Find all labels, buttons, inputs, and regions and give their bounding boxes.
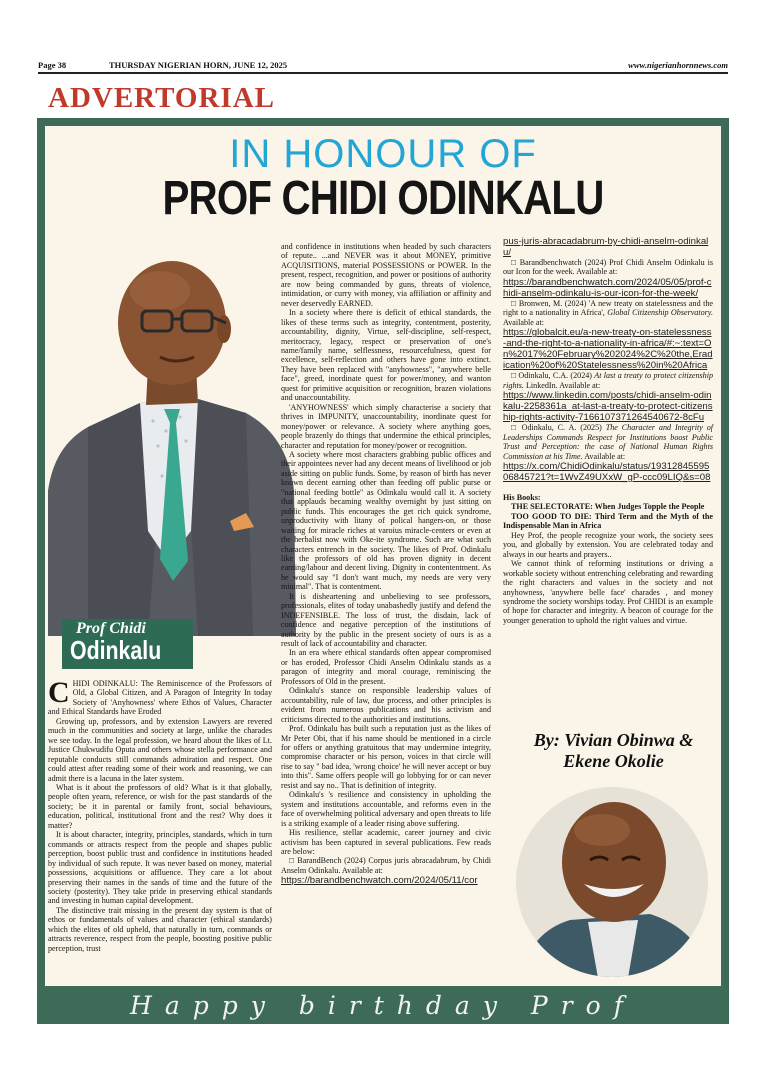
advert-panel — [45, 126, 721, 986]
reference-item: □ BarandBench (2024) Corpus juris abracadabrum, by Chidi Anselm Odinkalu. Available at: — [281, 856, 491, 875]
paragraph: What is it about the professors of old? What is it that globally, people often yearn, reference, or wish for the past standards of the society; be it in parental or family front, social behaviours, education, political, institutional front and the rest? Why does it matter? — [48, 782, 272, 830]
article-column-1 — [48, 676, 272, 953]
reference-available: LinkedIn. Available at: — [525, 380, 601, 390]
reference-text: □ Odinkalu, C. A. (2025) — [511, 423, 602, 433]
books-heading: His Books: — [503, 492, 541, 502]
byline-line-2: Ekene Okolie — [563, 751, 664, 771]
paragraph: His resilience, stellar academic, career journey and civic activism has been captured in several publications. Few reads are below: — [281, 828, 491, 856]
caption-name: Odinkalu — [70, 635, 162, 665]
paragraph: It is disheartening and unbelieving to see professors, professionals, elites of today unabashedly justify and defend the INDEFENSIBLE. The loss of trust, the disdain, lack of confidence and negative perception of the institutions of authority by the public in the present society of ours is as a result of lack of accountability and character. — [281, 591, 491, 649]
reference-title: The Character and Integrity of Leaderships Commands Respect for Institutions boost Public Trust and Perception: the case of National Human Rights Commission at his Time. — [503, 423, 713, 461]
page-number: Page 38 — [38, 60, 67, 70]
drop-cap: C — [48, 676, 70, 709]
header-rule — [38, 72, 728, 74]
reference-item: □ Barandbenchwatch (2024) Prof Chidi Anselm Odinkalu is our Icon for the week. Available at: — [503, 258, 713, 277]
reference-item — [503, 371, 713, 390]
footer-banner — [37, 986, 729, 1024]
caption-title: Prof Chidi — [76, 620, 146, 637]
paragraph: Odinkalu's 's resilience and consistency in upholding the system and institutions accountable, and reforms even in the face of overwhelming political adversary and open threats to life is a striking example of a leader rising above suffering. — [281, 790, 491, 828]
reference-link[interactable]: pus-juris-abracadabrum-by-chidi-anselm-odinkalu/ — [503, 236, 709, 258]
paragraph: In a society where there is deficit of ethical standards, the likes of these terms such as integrity, contentment, posterity, accountability, dignity, Virtue, self-discipline, self-respect, meritocracy, legacy, respect or preservation of one's name/family name, selflessness, resourcefulness, quest for excellence, self-reflection and others have gone into extinct. They have been replaced with "anyhowness", "anywhere belle face", greed, inordinate quest for power/money, and wanton quest for primitive acquisition or recognition, brazen violations and unaccountability. — [281, 308, 491, 403]
paragraph: It is about character, integrity, principles, standards, which in turn commands or attracts respect from the people and shapes public perception, boost public trust and confidence in institutions headed by individual of such repute. It was never based on money, material possessions, acquisitions or affluence. They care a lot about preserving their names in the sands of time and the future of the society (posterity). They take pride in preserving ethical standards and investing in human capital development. — [48, 830, 272, 906]
intro-text: HIDI ODINKALU: The Reminiscence of the Professors of Old, a Global Citizen, and A Paragon of Integrity In today Society of 'Anyhowness' where Ethos of Values, Character and Ethical Standards have Eroded — [48, 679, 272, 717]
reference-link[interactable]: https://barandbenchwatch.com/2024/05/11/cor — [281, 875, 478, 887]
reference-available: Available at: — [503, 317, 544, 327]
paragraph: A society where most characters grabbing public offices and their appointees never had any decent means of livelihood or job aside sitting on public funds. Some, by reason of birth has never known decent earning other than feeding off public purse or "national feeding bottle" as Odinkalu would call it. A society that applauds becaming wealthy overnight by just sitting on public funds. This encourages the get rich quick syndrome, unproductivity with litany of polical hangers-on, or those waiting for miracle riches at varoius miracle-centers or even at the herbalist now with Oke-ite syndrome. Such are what such characters entrench in the society. The likes of Prof. Odinkalu like the professors of old has proven dignity in decent earning/labour and decent living. Dignity in contententment. As he would say "I don't want much, my needs are very very minimal". That is contentment. — [281, 449, 491, 592]
byline — [511, 730, 716, 772]
title-line-2: PROF CHIDI ODINKALU — [162, 172, 604, 225]
website-url[interactable]: www.nigerianhornnews.com — [628, 60, 728, 70]
paragraph: 'ANYHOWNESS' which simply characterise a society that thrives in IMPUNITY, unaccountability, inordinate quest for money/power or relevance. A society where anything goes, people brazenly do things that undermine the ethical principles, character and reputation for money/power or recognition. — [281, 402, 491, 450]
reference-text: □ Odinkalu, C.A. (2024) — [511, 371, 592, 381]
reference-link[interactable]: https://globalcit.eu/a-new-treaty-on-statelessness-and-the-right-to-a-nationality-in-africa/#:~:text=On%2017%20February%202024%2C%20the,Eradication%20of%20Statelessness%20in%20Africa — [503, 327, 713, 372]
reference-link[interactable]: https://barandbenchwatch.com/2024/05/05/prof-chidi-anselm-odinkalu-is-our-icon-for-the-week/ — [503, 276, 712, 299]
reference-item — [503, 423, 713, 461]
reference-link[interactable]: https://x.com/ChidiOdinkalu/status/1931284559506845721?t=1WvZ49UXxW_gP-ccc09LIQ&s=08 — [503, 460, 711, 483]
paragraph: Growing up, professors, and by extension Lawyers are revered much in the communities and society at large, unlike the charades we see today. In the legal profession, we heard about the likes of Lt. Justice Chukwudifu Oputa and others whose stella performance and reputable conducts still commands admiration and respect. One could attest after reading some of their work and reasoning, we can admit there is a lacuna in the later system. — [48, 716, 272, 783]
article-column-2 — [281, 242, 491, 886]
footer-text: Happy birthday Prof — [130, 990, 636, 1020]
book-title: THE SELECTORATE: When Judges Topple the People — [511, 502, 705, 512]
byline-line-1: By: Vivian Obinwa & — [533, 730, 694, 750]
paragraph: and confidence in institutions when headed by such characters of repute.. ...and NEVER was it about MONEY, primitive ACQUISITIONS, material POSSESSIONS or POWER. In the present, respect, recognition, and power or positions of authority are now being commanded by guns, threats of violence, intimidation, or curry with money, via affiliation or affinity and never deservedly EARNED. — [281, 242, 491, 308]
paragraph: Odinkalu's stance on responsible leadership values of accountability, rule of law, due process, and other principles is evident from numerous publications and his activism and criticisms directed to the authorities and institutions. — [281, 686, 491, 724]
publication-line: THURSDAY NIGERIAN HORN, JUNE 12, 2025 — [109, 60, 288, 70]
reference-source: Global Citizenship Observatory. — [607, 308, 713, 318]
paragraph: Prof. Odinkalu has built such a reputation just as the likes of Mr Peter Obi, that if his name should be mentioned in a circle for offers or anything gratuitous that may undermine integrity, compromise character or his person, voices in that circle will rise to say " bad idea, 'wrong choice' he will never accept or buy into this". Same offers people will go lobbying for or can never resist and say no.. That is definition of integrity. — [281, 724, 491, 790]
portrait-caption — [62, 619, 193, 669]
article-column-3 — [503, 236, 713, 625]
title-line-1: IN HONOUR OF — [229, 132, 537, 176]
reference-item — [503, 299, 713, 327]
reference-title: At last a treaty to protect citizenship rights. — [503, 371, 713, 390]
paragraph: The distinctive trait missing in the present day system is that of ethos or fundamentals of values and character (ethical standards) which the elites of old upheld, that naturally in turn, commands or attracts reverence, respect from the people, boosting positive public perception, trust — [48, 905, 272, 953]
section-label: ADVERTORIAL — [48, 82, 275, 114]
portrait-photo — [48, 231, 296, 636]
reference-link[interactable]: https://www.linkedin.com/posts/chidi-anselm-odinkalu-2258361a_at-last-a-treaty-to-protect-citizenship-rights-activity-7166107371264540672-8cFu — [503, 390, 713, 424]
paragraph: We cannot think of reforming institutions or driving a workable society without entrenching celebrating and rewarding the right characters and values in the society and not anyhowness, 'anywhere belle face' charades , and money syndrome the society worships today. Prof CHIDI is an example of hope for character and integrity. A beacon of courage for the younger generation to uphold the right values and virtue. — [503, 559, 713, 625]
smiling-portrait-photo — [510, 782, 715, 978]
intro-paragraph — [48, 676, 272, 717]
book-title: TOO GOOD TO DIE: Third Term and the Myth of the Indispensable Man in Africa — [503, 511, 713, 531]
paragraph: Hey Prof, the people recognize your work, the society sees you, and globally by extension. You are celebrated today and always in our hearts and prayers.. — [503, 530, 713, 559]
reference-text: □ Bronwen, M. (2024) 'A new treaty on statelessness and the right to a nationality in Africa', — [503, 298, 713, 318]
paragraph: In an era where ethical standards often appear compromised or has eroded, Professor Chidi Anselm Odinkalu stands as a paragon of integrity and moral courage, reminiscing the Professors of Old in the present. — [281, 648, 491, 686]
page-header — [38, 58, 728, 72]
reference-available: Available at: — [584, 451, 626, 461]
